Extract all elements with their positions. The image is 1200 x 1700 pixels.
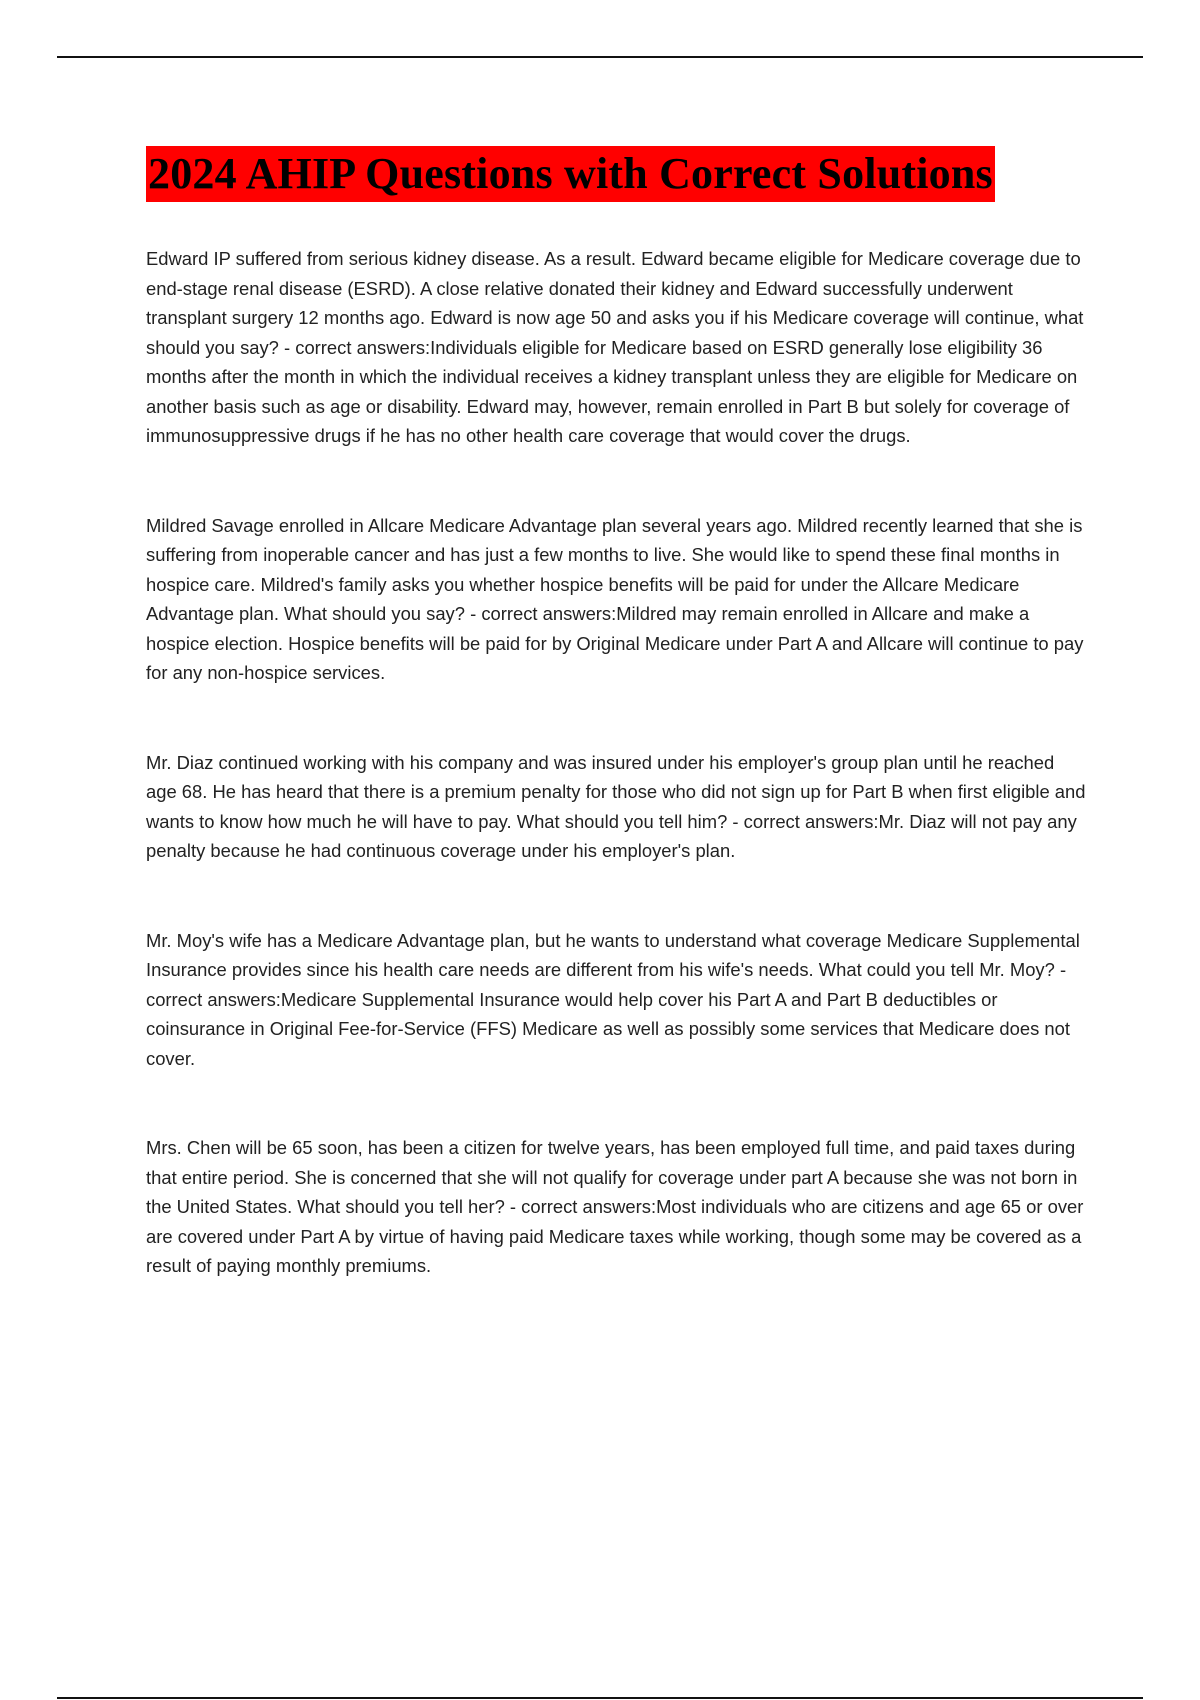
qa-entry: Mildred Savage enrolled in Allcare Medicare Advantage plan several years ago. Mildred recently learned that she is suffering from inoperable cancer and has just a few months to live. She would like to spend these final months in hospice care. Mildred's family asks you whether hospice benefits will be paid for under the Allcare Medicare Advantage plan. What should you say? - correct answers:Mildred may remain enrolled in Allcare and make a hospice election. Hospice benefits will be paid for by Original Medicare under Part A and Allcare will continue to pay for any non-hospice services. <box>146 514 1084 683</box>
bottom-divider <box>57 1697 1143 1699</box>
title-highlight <box>146 146 995 202</box>
qa-entry: Mr. Moy's wife has a Medicare Advantage plan, but he wants to understand what coverage Medicare Supplemental Insurance provides since his health care needs are different from his wife's needs. What could you tell Mr. Moy? - correct answers:Medicare Supplemental Insurance would help cover his Part A and Part B deductibles or coinsurance in Original Fee-for-Service (FFS) Medicare as well as possibly some services that Medicare does not cover. <box>146 929 1080 1069</box>
page-title: 2024 AHIP Questions with Correct Solutions <box>148 149 993 198</box>
qa-entry: Mrs. Chen will be 65 soon, has been a citizen for twelve years, has been employed full time, and paid taxes during that entire period. She is concerned that she will not qualify for coverage under part A because she was not born in the United States. What should you tell her? - correct answers:Most individuals who are citizens and age 65 or over are covered under Part A by virtue of having paid Medicare taxes while working, though some may be covered as a result of paying monthly premiums. <box>146 1137 1084 1276</box>
qa-entry: Edward IP suffered from serious kidney disease. As a result. Edward became eligible for Medicare coverage due to end-stage renal disease (ESRD). A close relative donated their kidney and Edward successfully underwent transplant surgery 12 months ago. Edward is now age 50 and asks you if his Medicare coverage will continue, what should you say? - correct answers:Individuals eligible for Medicare based on ESRD generally lose eligibility 36 months after the month in which the individual receives a kidney transplant unless they are eligible for Medicare on another basis such as age or disability. Edward may, however, remain enrolled in Part B but solely for coverage of immunosuppressive drugs if he has no other health care coverage that would cover the drugs. <box>146 248 1084 446</box>
qa-entry: Mr. Diaz continued working with his company and was insured under his employer's group plan until he reached age 68. He has heard that there is a premium penalty for those who did not sign up for Part B when first eligible and wants to know how much he will have to pay. What should you tell him? - correct answers:Mr. Diaz will not pay any penalty because he had continuous coverage under his employer's plan. <box>146 751 1086 861</box>
top-divider <box>57 56 1143 58</box>
qa-list <box>146 244 1086 1341</box>
